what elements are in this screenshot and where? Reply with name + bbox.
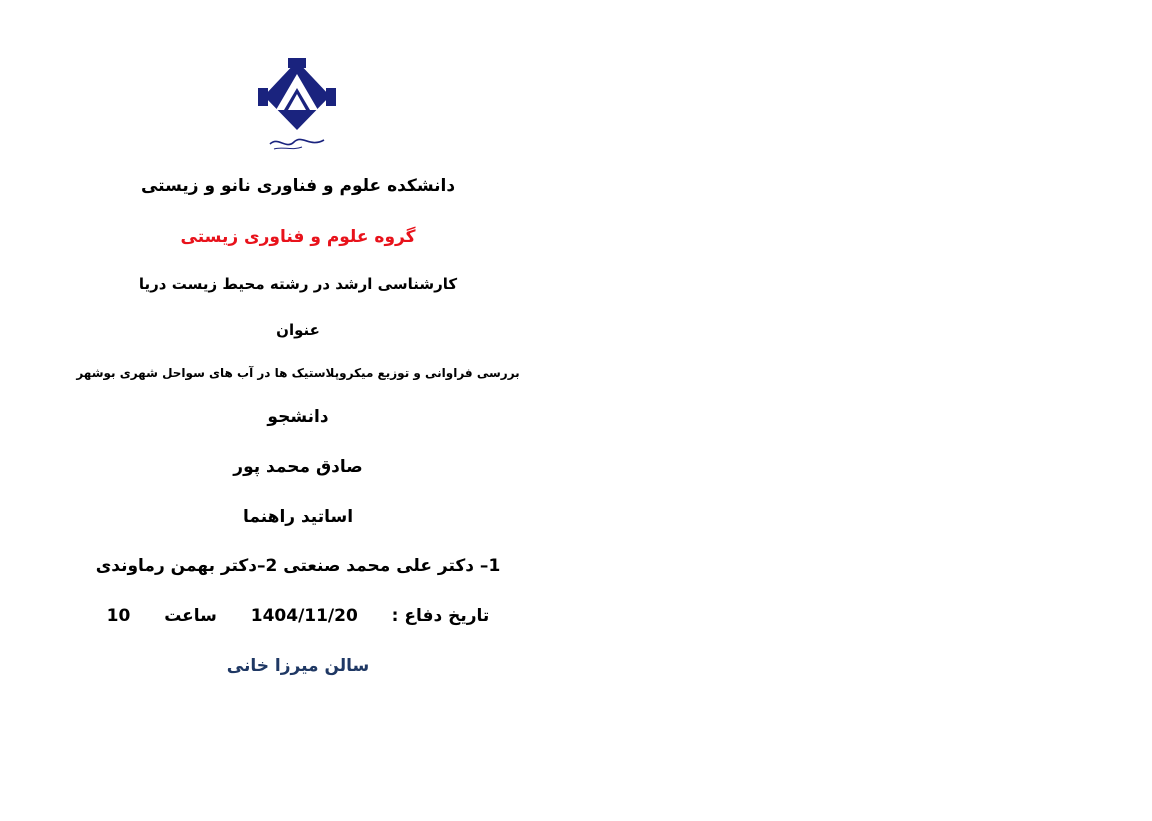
student-name: صادق محمد پور <box>233 457 363 477</box>
defense-date-label: تاریخ دفاع : <box>391 606 490 626</box>
logo-caption-underline <box>274 147 302 149</box>
defense-info <box>0 606 596 626</box>
emblem-top <box>288 58 306 68</box>
emblem-right <box>326 88 336 106</box>
university-emblem-icon <box>258 58 336 154</box>
department-name: گروه علوم و فناوری زیستی <box>180 227 416 247</box>
emblem-left <box>258 88 268 106</box>
defense-time: 10 <box>106 606 131 626</box>
student-heading: دانشجو <box>267 407 329 427</box>
title-heading: عنوان <box>276 321 320 339</box>
defense-time-label: ساعت <box>164 606 217 626</box>
advisors-names: 1– دکتر علی محمد صنعتی 2–دکتر بهمن رماوندی <box>95 556 501 576</box>
university-logo <box>258 58 336 154</box>
defense-venue: سالن میرزا خانی <box>226 656 370 676</box>
faculty-name: دانشکده علوم و فناوری نانو و زیستی <box>140 176 456 196</box>
degree-program: کارشناسی ارشد در رشته محیط زیست دریا <box>138 275 458 293</box>
thesis-title: بررسی فراوانی و توزیع میکروپلاستیک ها در آب های سواحل شهری بوشهر <box>76 366 520 380</box>
logo-caption-script <box>270 139 324 144</box>
defense-date: 1404/11/20 <box>250 606 358 626</box>
advisors-heading: اساتید راهنما <box>242 507 354 527</box>
